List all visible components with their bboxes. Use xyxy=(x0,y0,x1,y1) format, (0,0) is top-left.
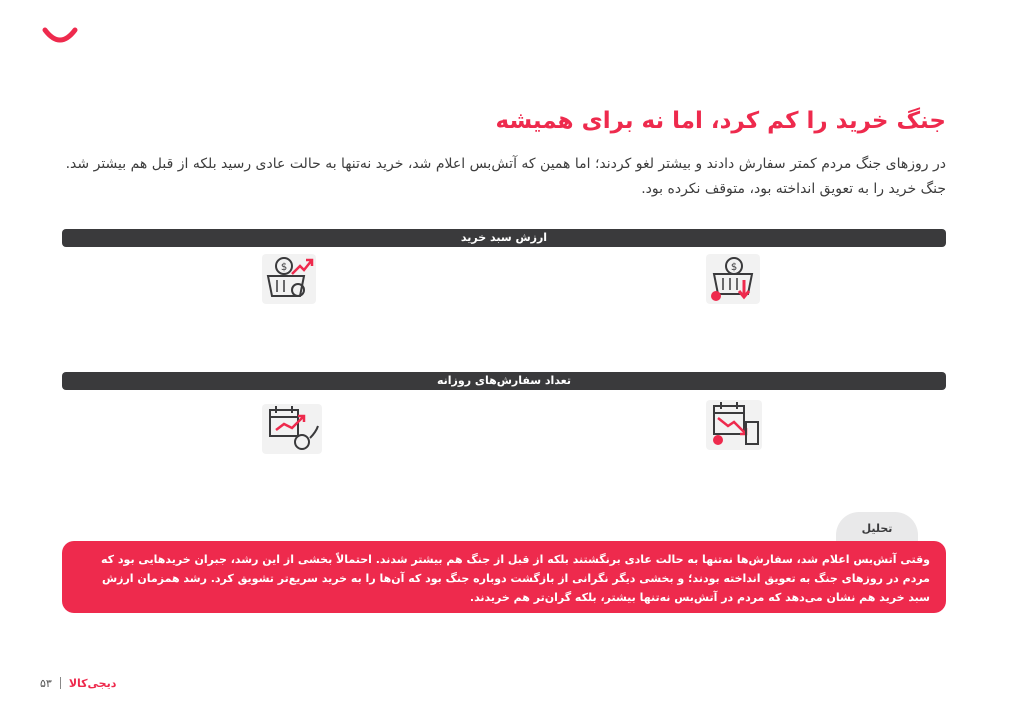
section-bar-basket-value: ارزش سبد خرید xyxy=(62,229,946,247)
footer xyxy=(40,672,116,691)
page-number: ۵۳ xyxy=(40,677,52,690)
svg-text:$: $ xyxy=(280,262,288,273)
calendar-up-icon xyxy=(262,404,322,454)
intro-paragraph: در روزهای جنگ مردم کمتر سفارش دادند و بیشتر لغو کردند؛ اما همین که آتش‌بس اعلام شد، خرید نه‌تنها به حالت عادی رسید بلکه از قبل هم بیشتر شد. جنگ خرید را به تعویق انداخته بود، متوقف نکرده بود. xyxy=(65,156,946,197)
basket-up-icon xyxy=(262,254,316,304)
footer-divider xyxy=(60,677,61,689)
analysis-box xyxy=(62,541,946,613)
analysis-text: وقتی آتش‌بس اعلام شد، سفارش‌ها نه‌تنها به حالت عادی برنگشتند بلکه از قبل از جنگ هم بیشتر شدند. احتمالاً بخشی از این رشد، جبران خریدهایی بود که مردم در روزهای جنگ به تعویق انداخته بودند؛ و بخشی دیگر نگرانی از بازگشت دوباره جنگ بود که آن‌ها را به خرید سریع‌تر تشویق کرد. رشد همزمان ارزش سبد خرید هم نشان می‌دهد که مردم در آتش‌بس نه‌تنها بیشتر، بلکه گران‌تر هم خریدند. xyxy=(101,553,930,604)
section-bar-daily-orders: تعداد سفارش‌های روزانه xyxy=(62,372,946,390)
brand-name: دیجی‌کالا xyxy=(68,677,117,690)
basket-down-icon xyxy=(706,254,760,304)
svg-text:$: $ xyxy=(730,262,738,273)
analysis-label: تحلیل xyxy=(861,522,893,535)
smile-arc-icon xyxy=(40,24,80,48)
calendar-down-icon xyxy=(706,400,762,450)
page-title: جنگ خرید را کم کرد، اما نه برای همیشه xyxy=(495,108,946,134)
